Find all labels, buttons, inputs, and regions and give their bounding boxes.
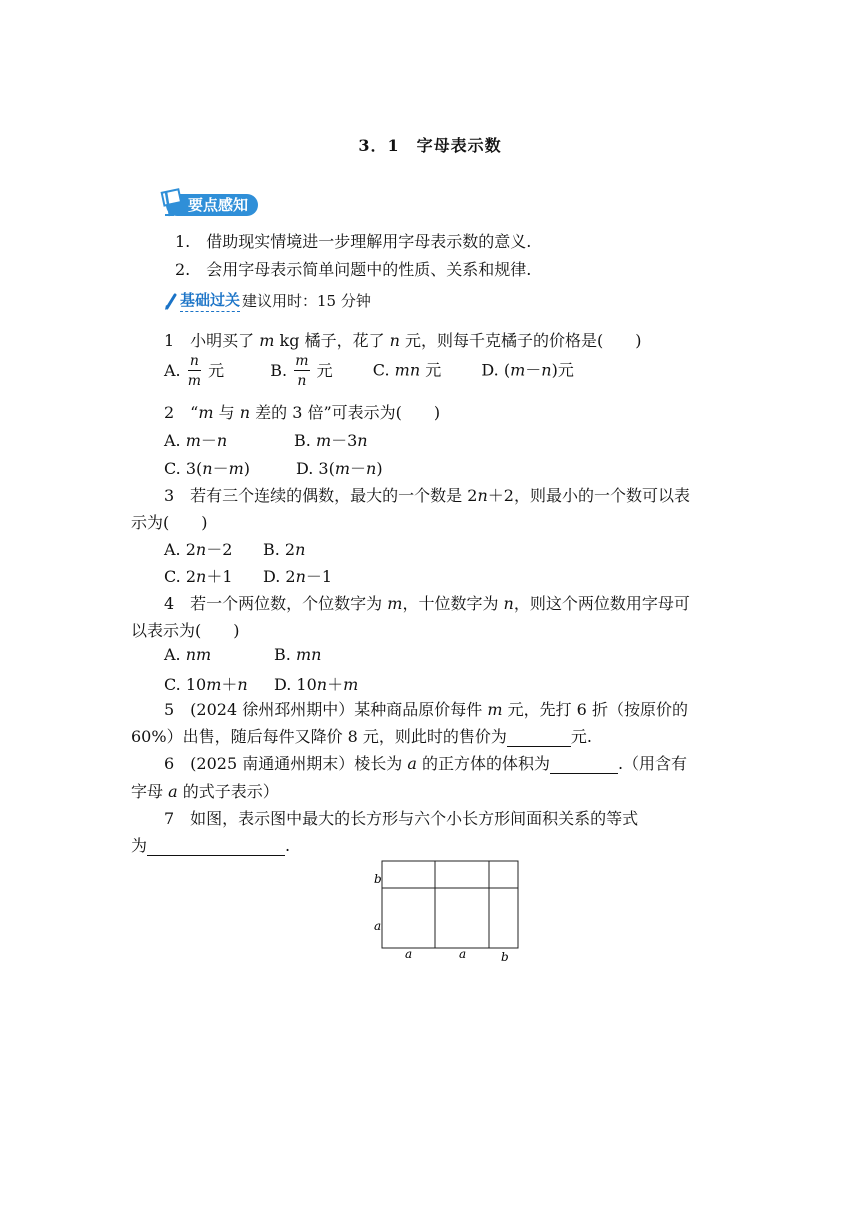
- basic-practice-label: 基础过关: [180, 289, 240, 312]
- goal-item-2: 2. 会用字母表示简单问题中的性质、关系和规律.: [175, 260, 532, 279]
- q3-option-a: A. 2n－2: [164, 540, 233, 559]
- bottom-label-a2: a: [459, 947, 467, 961]
- question-4-cont: 以表示为( ): [131, 621, 240, 640]
- q3-option-b: B. 2n: [263, 540, 306, 559]
- q7-answer-blank[interactable]: [147, 836, 285, 856]
- suggested-time: 建议用时：15 分钟: [242, 292, 371, 310]
- q3-options-row2: [164, 564, 332, 587]
- q2-option-d: D. 3(m－n): [296, 459, 383, 478]
- q3-option-d: D. 2n－1: [263, 567, 333, 586]
- q1-option-a: A. $\frac{n}{m}$ 元: [164, 353, 225, 389]
- q2-options-row2: [164, 456, 383, 479]
- rectangle-figure: [370, 855, 530, 965]
- question-6: 6 (2025 南通通州期末）棱长为 a 的正方体的体积为 .（用含有: [164, 754, 688, 773]
- question-1: 1 小明买了 m kg 橘子，花了 n 元，则每千克橘子的价格是( ): [164, 331, 642, 350]
- q1-option-b: B. $\frac{m}{n}$ 元: [270, 353, 333, 389]
- q2-option-c: C. 3(n－m): [164, 459, 251, 478]
- question-7-cont: 为 .: [131, 836, 291, 855]
- q4-options-row2: [164, 672, 358, 695]
- left-label-a: a: [374, 919, 382, 933]
- q3-option-c: C. 2n＋1: [164, 567, 233, 586]
- pencil-icon: [164, 292, 178, 310]
- q4-option-d: D. 10n＋m: [274, 675, 359, 694]
- q2-option-b: B. m－3n: [294, 431, 368, 450]
- q4-option-b: B. mn: [274, 645, 322, 664]
- q2-options-row1: [164, 428, 368, 451]
- question-2: 2 “m 与 n 差的 3 倍”可表示为( ): [164, 403, 441, 422]
- question-5: 5 (2024 徐州邳州期中）某种商品原价每件 m 元，先打 6 折（按原价的: [164, 700, 688, 719]
- outer-rectangle: [382, 861, 518, 948]
- question-4: 4 若一个两位数，个位数字为 m，十位数字为 n，则这个两位数用字母可: [164, 594, 690, 613]
- q6-answer-blank[interactable]: [550, 754, 618, 774]
- goal-item-1: 1. 借助现实情境进一步理解用字母表示数的意义.: [175, 232, 532, 251]
- question-3: 3 若有三个连续的偶数，最大的一个数是 2n＋2，则最小的一个数可以表: [164, 486, 690, 505]
- q4-options-row1: [164, 645, 321, 664]
- question-6-cont: 字母 a 的式子表示）: [131, 782, 279, 801]
- q2-option-a: A. m－n: [164, 431, 228, 450]
- q1-option-d: D. (m－n)元: [481, 360, 574, 380]
- question-3-cont: 示为( ): [131, 513, 208, 532]
- question-1-options: [164, 354, 574, 388]
- question-7: 7 如图，表示图中最大的长方形与六个小长方形间面积关系的等式: [164, 809, 639, 828]
- bottom-label-b: b: [501, 950, 509, 964]
- question-5-cont: 60%）出售，随后每件又降价 8 元，则此时的售价为 元.: [131, 727, 593, 746]
- q4-option-c: C. 10m＋n: [164, 675, 248, 694]
- key-points-banner: [166, 193, 258, 217]
- page-title: 3．1 字母表示数: [358, 136, 502, 155]
- q5-answer-blank[interactable]: [507, 727, 571, 747]
- flag-icon: [160, 188, 186, 218]
- key-points-text: 要点感知: [188, 196, 249, 214]
- left-label-b: b: [374, 872, 382, 886]
- key-points-label: [166, 194, 258, 216]
- basic-practice-banner: [164, 289, 371, 312]
- q1-option-c: C. mn 元: [372, 360, 442, 380]
- q3-options-row1: [164, 537, 305, 560]
- q4-option-a: A. nm: [164, 645, 212, 664]
- bottom-label-a1: a: [405, 947, 413, 961]
